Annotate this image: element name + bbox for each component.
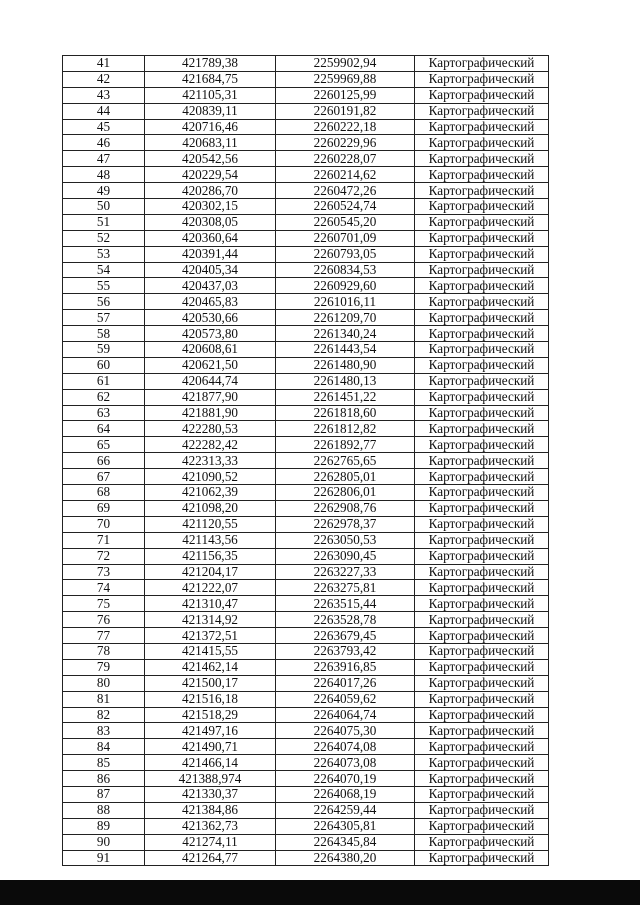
table-row [63, 691, 549, 707]
y-coordinate-cell: 2263227,33 [276, 564, 415, 580]
x-coordinate-cell: 421204,17 [145, 564, 276, 580]
table-row [63, 103, 549, 119]
method-cell: Картографический [415, 357, 549, 373]
method-cell: Картографический [415, 500, 549, 516]
y-coordinate-cell: 2260929,60 [276, 278, 415, 294]
table-row [63, 643, 549, 659]
point-number-cell: 44 [63, 103, 145, 119]
y-coordinate-cell: 2260545,20 [276, 214, 415, 230]
x-coordinate-cell: 421415,55 [145, 643, 276, 659]
y-coordinate-cell: 2263275,81 [276, 580, 415, 596]
point-number-cell: 56 [63, 294, 145, 310]
table-row [63, 151, 549, 167]
method-cell: Картографический [415, 643, 549, 659]
x-coordinate-cell: 420437,03 [145, 278, 276, 294]
point-number-cell: 81 [63, 691, 145, 707]
y-coordinate-cell: 2261818,60 [276, 405, 415, 421]
table-row [63, 326, 549, 342]
point-number-cell: 47 [63, 151, 145, 167]
point-number-cell: 62 [63, 389, 145, 405]
table-row [63, 262, 549, 278]
table-row [63, 294, 549, 310]
x-coordinate-cell: 422313,33 [145, 453, 276, 469]
point-number-cell: 51 [63, 214, 145, 230]
point-number-cell: 57 [63, 310, 145, 326]
table-row [63, 628, 549, 644]
table-row [63, 135, 549, 151]
point-number-cell: 70 [63, 516, 145, 532]
y-coordinate-cell: 2261480,13 [276, 373, 415, 389]
point-number-cell: 74 [63, 580, 145, 596]
x-coordinate-cell: 421330,37 [145, 786, 276, 802]
x-coordinate-cell: 421462,14 [145, 659, 276, 675]
x-coordinate-cell: 421310,47 [145, 596, 276, 612]
table-row [63, 834, 549, 850]
x-coordinate-cell: 421314,92 [145, 612, 276, 628]
x-coordinate-cell: 420683,11 [145, 135, 276, 151]
method-cell: Картографический [415, 199, 549, 215]
y-coordinate-cell: 2264070,19 [276, 771, 415, 787]
x-coordinate-cell: 420644,74 [145, 373, 276, 389]
table-row [63, 850, 549, 866]
point-number-cell: 80 [63, 675, 145, 691]
point-number-cell: 41 [63, 56, 145, 72]
method-cell: Картографический [415, 56, 549, 72]
table-row [63, 818, 549, 834]
method-cell: Картографический [415, 675, 549, 691]
table-row [63, 56, 549, 72]
method-cell: Картографический [415, 548, 549, 564]
table-row [63, 580, 549, 596]
method-cell: Картографический [415, 214, 549, 230]
y-coordinate-cell: 2261480,90 [276, 357, 415, 373]
x-coordinate-cell: 421388,974 [145, 771, 276, 787]
x-coordinate-cell: 420608,61 [145, 342, 276, 358]
method-cell: Картографический [415, 755, 549, 771]
method-cell: Картографический [415, 628, 549, 644]
table-row [63, 183, 549, 199]
y-coordinate-cell: 2262765,65 [276, 453, 415, 469]
y-coordinate-cell: 2264305,81 [276, 818, 415, 834]
scan-bottom-edge [0, 880, 640, 905]
table-row [63, 278, 549, 294]
method-cell: Картографический [415, 802, 549, 818]
point-number-cell: 49 [63, 183, 145, 199]
x-coordinate-cell: 420839,11 [145, 103, 276, 119]
method-cell: Картографический [415, 516, 549, 532]
method-cell: Картографический [415, 437, 549, 453]
method-cell: Картографический [415, 532, 549, 548]
table-row [63, 453, 549, 469]
x-coordinate-cell: 421120,55 [145, 516, 276, 532]
point-number-cell: 77 [63, 628, 145, 644]
method-cell: Картографический [415, 183, 549, 199]
y-coordinate-cell: 2262805,01 [276, 469, 415, 485]
point-number-cell: 65 [63, 437, 145, 453]
x-coordinate-cell: 420391,44 [145, 246, 276, 262]
y-coordinate-cell: 2264068,19 [276, 786, 415, 802]
x-coordinate-cell: 420530,66 [145, 310, 276, 326]
y-coordinate-cell: 2263793,42 [276, 643, 415, 659]
point-number-cell: 87 [63, 786, 145, 802]
table-row [63, 199, 549, 215]
y-coordinate-cell: 2260214,62 [276, 167, 415, 183]
y-coordinate-cell: 2260834,53 [276, 262, 415, 278]
point-number-cell: 59 [63, 342, 145, 358]
y-coordinate-cell: 2264059,62 [276, 691, 415, 707]
x-coordinate-cell: 422280,53 [145, 421, 276, 437]
x-coordinate-cell: 421516,18 [145, 691, 276, 707]
y-coordinate-cell: 2260191,82 [276, 103, 415, 119]
table-row [63, 246, 549, 262]
method-cell: Картографический [415, 723, 549, 739]
table-row [63, 659, 549, 675]
point-number-cell: 60 [63, 357, 145, 373]
point-number-cell: 89 [63, 818, 145, 834]
method-cell: Картографический [415, 818, 549, 834]
x-coordinate-cell: 421500,17 [145, 675, 276, 691]
y-coordinate-cell: 2264074,08 [276, 739, 415, 755]
point-number-cell: 79 [63, 659, 145, 675]
table-row [63, 739, 549, 755]
table-row [63, 214, 549, 230]
y-coordinate-cell: 2260701,09 [276, 230, 415, 246]
table-row [63, 612, 549, 628]
method-cell: Картографический [415, 294, 549, 310]
x-coordinate-cell: 420716,46 [145, 119, 276, 135]
y-coordinate-cell: 2263090,45 [276, 548, 415, 564]
table-row [63, 405, 549, 421]
method-cell: Картографический [415, 739, 549, 755]
x-coordinate-cell: 420308,05 [145, 214, 276, 230]
point-number-cell: 52 [63, 230, 145, 246]
x-coordinate-cell: 421518,29 [145, 707, 276, 723]
point-number-cell: 68 [63, 485, 145, 501]
y-coordinate-cell: 2262908,76 [276, 500, 415, 516]
table-row [63, 485, 549, 501]
point-number-cell: 91 [63, 850, 145, 866]
point-number-cell: 64 [63, 421, 145, 437]
method-cell: Картографический [415, 246, 549, 262]
method-cell: Картографический [415, 469, 549, 485]
point-number-cell: 88 [63, 802, 145, 818]
method-cell: Картографический [415, 342, 549, 358]
point-number-cell: 90 [63, 834, 145, 850]
point-number-cell: 54 [63, 262, 145, 278]
x-coordinate-cell: 421881,90 [145, 405, 276, 421]
point-number-cell: 63 [63, 405, 145, 421]
table-row [63, 469, 549, 485]
method-cell: Картографический [415, 262, 549, 278]
x-coordinate-cell: 420302,15 [145, 199, 276, 215]
table-row [63, 500, 549, 516]
x-coordinate-cell: 421384,86 [145, 802, 276, 818]
point-number-cell: 45 [63, 119, 145, 135]
point-number-cell: 58 [63, 326, 145, 342]
y-coordinate-cell: 2259969,88 [276, 71, 415, 87]
x-coordinate-cell: 421372,51 [145, 628, 276, 644]
y-coordinate-cell: 2264380,20 [276, 850, 415, 866]
method-cell: Картографический [415, 707, 549, 723]
method-cell: Картографический [415, 596, 549, 612]
table-row [63, 786, 549, 802]
method-cell: Картографический [415, 659, 549, 675]
table-row [63, 723, 549, 739]
point-number-cell: 73 [63, 564, 145, 580]
method-cell: Картографический [415, 167, 549, 183]
point-number-cell: 86 [63, 771, 145, 787]
method-cell: Картографический [415, 580, 549, 596]
x-coordinate-cell: 421098,20 [145, 500, 276, 516]
y-coordinate-cell: 2263050,53 [276, 532, 415, 548]
y-coordinate-cell: 2260793,05 [276, 246, 415, 262]
x-coordinate-cell: 421264,77 [145, 850, 276, 866]
y-coordinate-cell: 2264073,08 [276, 755, 415, 771]
y-coordinate-cell: 2260524,74 [276, 199, 415, 215]
table-row [63, 389, 549, 405]
y-coordinate-cell: 2264017,26 [276, 675, 415, 691]
table-row [63, 357, 549, 373]
x-coordinate-cell: 421090,52 [145, 469, 276, 485]
table-row [63, 802, 549, 818]
y-coordinate-cell: 2261451,22 [276, 389, 415, 405]
point-number-cell: 78 [63, 643, 145, 659]
table-row [63, 119, 549, 135]
y-coordinate-cell: 2263679,45 [276, 628, 415, 644]
x-coordinate-cell: 420621,50 [145, 357, 276, 373]
point-number-cell: 83 [63, 723, 145, 739]
method-cell: Картографический [415, 151, 549, 167]
y-coordinate-cell: 2263916,85 [276, 659, 415, 675]
table-row [63, 167, 549, 183]
method-cell: Картографический [415, 421, 549, 437]
table-row [63, 548, 549, 564]
table-row [63, 516, 549, 532]
point-number-cell: 76 [63, 612, 145, 628]
table-row [63, 342, 549, 358]
y-coordinate-cell: 2264345,84 [276, 834, 415, 850]
y-coordinate-cell: 2260222,18 [276, 119, 415, 135]
x-coordinate-cell: 421497,16 [145, 723, 276, 739]
x-coordinate-cell: 420286,70 [145, 183, 276, 199]
x-coordinate-cell: 421362,73 [145, 818, 276, 834]
y-coordinate-cell: 2264259,44 [276, 802, 415, 818]
table-row [63, 310, 549, 326]
y-coordinate-cell: 2261812,82 [276, 421, 415, 437]
x-coordinate-cell: 420573,80 [145, 326, 276, 342]
table-row [63, 564, 549, 580]
point-number-cell: 72 [63, 548, 145, 564]
method-cell: Картографический [415, 278, 549, 294]
y-coordinate-cell: 2264064,74 [276, 707, 415, 723]
method-cell: Картографический [415, 230, 549, 246]
method-cell: Картографический [415, 691, 549, 707]
point-number-cell: 46 [63, 135, 145, 151]
y-coordinate-cell: 2260229,96 [276, 135, 415, 151]
y-coordinate-cell: 2260472,26 [276, 183, 415, 199]
point-number-cell: 82 [63, 707, 145, 723]
y-coordinate-cell: 2260228,07 [276, 151, 415, 167]
point-number-cell: 75 [63, 596, 145, 612]
y-coordinate-cell: 2261340,24 [276, 326, 415, 342]
table-row [63, 707, 549, 723]
x-coordinate-cell: 421684,75 [145, 71, 276, 87]
method-cell: Картографический [415, 103, 549, 119]
table-row [63, 437, 549, 453]
x-coordinate-cell: 422282,42 [145, 437, 276, 453]
table-row [63, 532, 549, 548]
y-coordinate-cell: 2261209,70 [276, 310, 415, 326]
point-number-cell: 66 [63, 453, 145, 469]
x-coordinate-cell: 421062,39 [145, 485, 276, 501]
method-cell: Картографический [415, 135, 549, 151]
method-cell: Картографический [415, 389, 549, 405]
x-coordinate-cell: 420229,54 [145, 167, 276, 183]
method-cell: Картографический [415, 485, 549, 501]
method-cell: Картографический [415, 453, 549, 469]
x-coordinate-cell: 421789,38 [145, 56, 276, 72]
point-number-cell: 69 [63, 500, 145, 516]
point-number-cell: 42 [63, 71, 145, 87]
point-number-cell: 55 [63, 278, 145, 294]
y-coordinate-cell: 2261892,77 [276, 437, 415, 453]
table-row [63, 421, 549, 437]
method-cell: Картографический [415, 373, 549, 389]
method-cell: Картографический [415, 119, 549, 135]
point-number-cell: 53 [63, 246, 145, 262]
table-row [63, 230, 549, 246]
method-cell: Картографический [415, 850, 549, 866]
method-cell: Картографический [415, 564, 549, 580]
table-row [63, 675, 549, 691]
table-row [63, 373, 549, 389]
method-cell: Картографический [415, 310, 549, 326]
x-coordinate-cell: 420405,34 [145, 262, 276, 278]
coordinates-table [62, 55, 549, 866]
table-row [63, 771, 549, 787]
coordinates-table-body [63, 56, 549, 866]
method-cell: Картографический [415, 786, 549, 802]
point-number-cell: 85 [63, 755, 145, 771]
point-number-cell: 61 [63, 373, 145, 389]
table-row [63, 755, 549, 771]
method-cell: Картографический [415, 87, 549, 103]
method-cell: Картографический [415, 405, 549, 421]
x-coordinate-cell: 421105,31 [145, 87, 276, 103]
y-coordinate-cell: 2261016,11 [276, 294, 415, 310]
y-coordinate-cell: 2264075,30 [276, 723, 415, 739]
y-coordinate-cell: 2263528,78 [276, 612, 415, 628]
table-row [63, 87, 549, 103]
x-coordinate-cell: 421156,35 [145, 548, 276, 564]
x-coordinate-cell: 420542,56 [145, 151, 276, 167]
y-coordinate-cell: 2260125,99 [276, 87, 415, 103]
x-coordinate-cell: 420465,83 [145, 294, 276, 310]
method-cell: Картографический [415, 326, 549, 342]
y-coordinate-cell: 2259902,94 [276, 56, 415, 72]
x-coordinate-cell: 421877,90 [145, 389, 276, 405]
x-coordinate-cell: 421143,56 [145, 532, 276, 548]
x-coordinate-cell: 421222,07 [145, 580, 276, 596]
method-cell: Картографический [415, 71, 549, 87]
x-coordinate-cell: 420360,64 [145, 230, 276, 246]
x-coordinate-cell: 421466,14 [145, 755, 276, 771]
method-cell: Картографический [415, 834, 549, 850]
x-coordinate-cell: 421274,11 [145, 834, 276, 850]
x-coordinate-cell: 421490,71 [145, 739, 276, 755]
method-cell: Картографический [415, 771, 549, 787]
point-number-cell: 50 [63, 199, 145, 215]
method-cell: Картографический [415, 612, 549, 628]
y-coordinate-cell: 2263515,44 [276, 596, 415, 612]
point-number-cell: 48 [63, 167, 145, 183]
point-number-cell: 71 [63, 532, 145, 548]
y-coordinate-cell: 2262978,37 [276, 516, 415, 532]
y-coordinate-cell: 2261443,54 [276, 342, 415, 358]
point-number-cell: 67 [63, 469, 145, 485]
point-number-cell: 43 [63, 87, 145, 103]
table-row [63, 596, 549, 612]
y-coordinate-cell: 2262806,01 [276, 485, 415, 501]
point-number-cell: 84 [63, 739, 145, 755]
table-row [63, 71, 549, 87]
